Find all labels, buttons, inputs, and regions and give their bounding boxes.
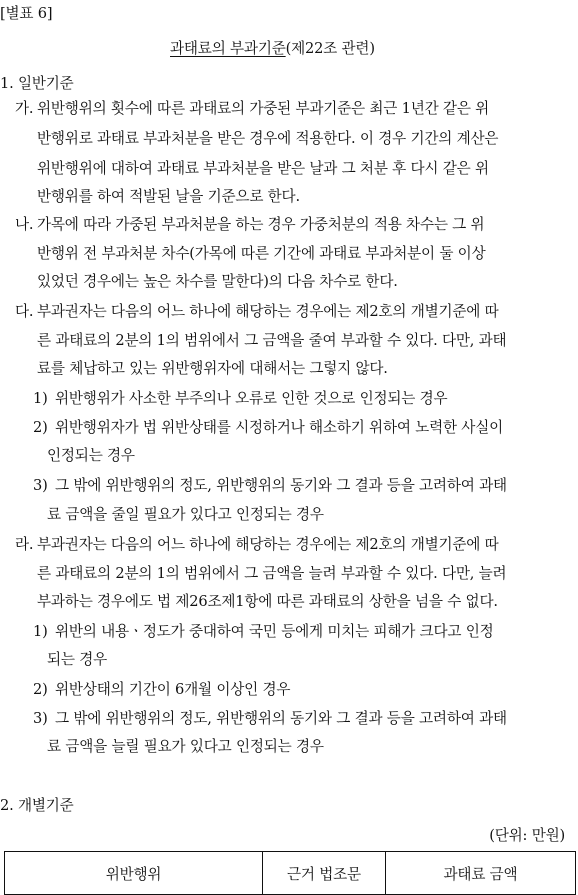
item-ra-line: 부과권자는 다음의 어느 하나에 해당하는 경우에는 제2호의 개별기준에 따 [37, 536, 499, 553]
item-da-line: 료를 체납하고 있는 위반행위자에 대해서는 그렇지 않다. [37, 360, 388, 377]
item-na-line: 반행위 전 부과처분 차수(가목에 따른 기간에 과태료 부과처분이 둘 이상 [37, 245, 486, 262]
subitem-ra-3-line: 료 금액을 늘릴 필요가 있다고 인정되는 경우 [47, 738, 324, 755]
item-da-line: 부과권자는 다음의 어느 하나에 해당하는 경우에는 제2호의 개별기준에 따 [37, 303, 499, 320]
subitem-ra-1-line: 되는 경우 [47, 651, 108, 668]
subitem-da-2-line: 인정되는 경우 [47, 447, 135, 464]
section-1-heading: 1. 일반기준 [0, 75, 74, 92]
item-ra-label: 라. [15, 536, 34, 553]
penalty-table [4, 851, 576, 895]
subitem-ra-1-label: 1) [33, 623, 48, 640]
item-na-label: 나. [15, 216, 34, 233]
item-na-line: 가목에 따라 가중된 부과처분을 하는 경우 가중처분의 적용 차수는 그 위 [37, 216, 485, 233]
unit-label: (단위: 만원) [489, 827, 565, 844]
subitem-ra-3-label: 3) [33, 710, 48, 727]
subitem-da-3-label: 3) [33, 477, 48, 494]
item-ga-line: 반행위를 하여 적발된 날을 기준으로 한다. [37, 188, 300, 205]
subitem-da-1-label: 1) [33, 390, 48, 407]
item-ga-line: 위반행위에 대하여 과태료 부과처분을 받은 날과 그 처분 후 다시 같은 위 [37, 160, 489, 177]
header-penalty-amount: 과태료 금액 [386, 852, 576, 895]
subitem-da-3-line: 그 밖에 위반행위의 정도, 위반행위의 동기와 그 결과 등을 고려하여 과태 [55, 477, 507, 494]
subitem-da-2-line: 위반행위자가 법 위반상태를 시정하거나 해소하기 위하여 노력한 사실이 [55, 419, 504, 436]
header-legal-basis: 근거 법조문 [263, 852, 386, 895]
subitem-da-1-line: 위반행위가 사소한 부주의나 오류로 인한 것으로 인정되는 경우 [55, 390, 448, 407]
item-ga-label: 가. [15, 100, 34, 117]
subitem-ra-2-line: 위반상태의 기간이 6개월 이상인 경우 [55, 681, 291, 698]
document-title [170, 37, 375, 58]
title-reference: (제22조 관련) [285, 40, 375, 57]
item-ra-line: 부과하는 경우에도 법 제26조제1항에 따른 과태료의 상한을 넘을 수 없다. [37, 593, 498, 610]
section-2-heading: 2. 개별기준 [0, 797, 74, 814]
title-main: 과태료의 부과기준 [170, 40, 286, 57]
subitem-ra-2-label: 2) [33, 681, 48, 698]
item-da-label: 다. [15, 303, 34, 320]
header-violation: 위반행위 [5, 852, 263, 895]
item-na-line: 있었던 경우에는 높은 차수를 말한다)의 다음 차수로 한다. [37, 273, 398, 290]
subitem-ra-3-line: 그 밖에 위반행위의 정도, 위반행위의 동기와 그 결과 등을 고려하여 과태 [55, 710, 507, 727]
appendix-tag: [별표 6] [0, 5, 53, 22]
item-da-line: 른 과태료의 2분의 1의 범위에서 그 금액을 줄여 부과할 수 있다. 다만, 과태 [37, 332, 507, 349]
subitem-da-2-label: 2) [33, 419, 48, 436]
table-header-row [5, 852, 576, 895]
subitem-ra-1-line: 위반의 내용ㆍ정도가 중대하여 국민 등에게 미치는 피해가 크다고 인정 [55, 623, 494, 640]
item-ga-line: 반행위로 과태료 부과처분을 받은 경우에 적용한다. 이 경우 기간의 계산은 [37, 130, 499, 147]
subitem-da-3-line: 료 금액을 줄일 필요가 있다고 인정되는 경우 [47, 506, 324, 523]
item-ga-line: 위반행위의 횟수에 따른 과태료의 가중된 부과기준은 최근 1년간 같은 위 [37, 100, 490, 117]
item-ra-line: 른 과태료의 2분의 1의 범위에서 그 금액을 늘려 부과할 수 있다. 다만, 늘려 [37, 565, 507, 582]
